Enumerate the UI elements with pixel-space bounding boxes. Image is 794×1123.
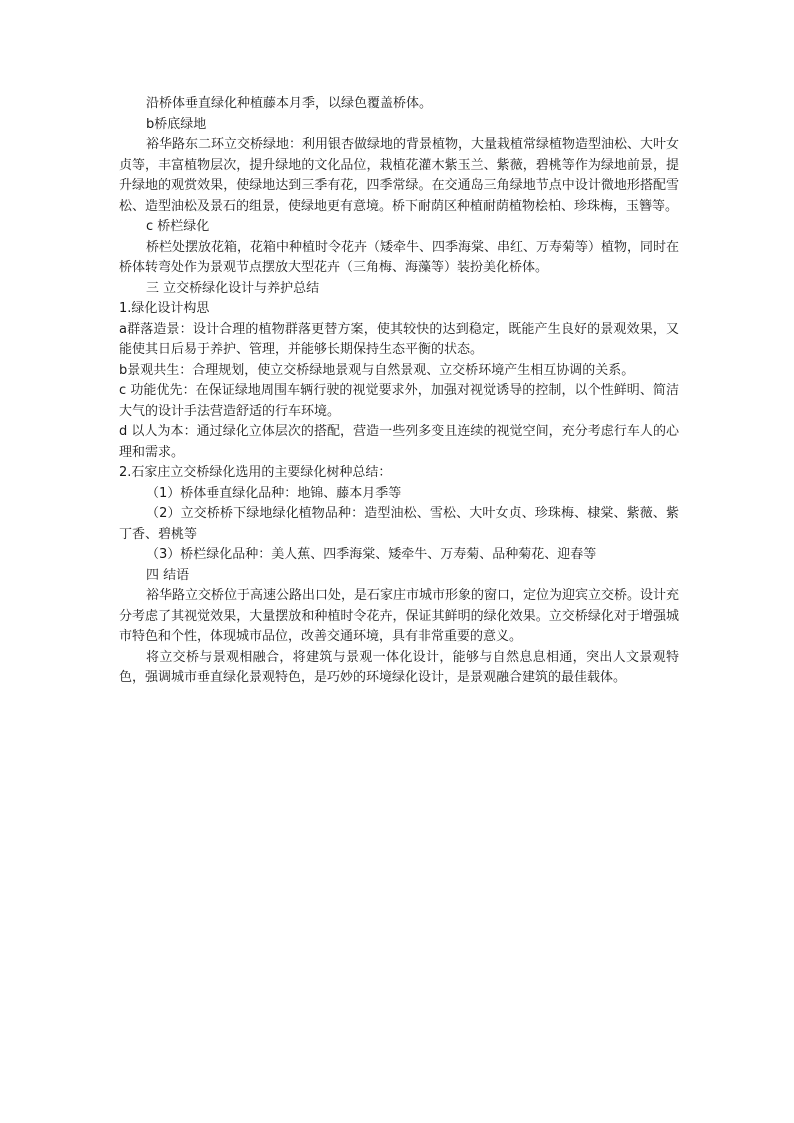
paragraph-conclusion-2: 将立交桥与景观相融合，将建筑与景观一体化设计，能够与自然息息相通，突出人文景观特色，强调城市垂直绿化景观特色，是巧妙的环境绿化设计，是景观融合建筑的最佳载体。: [119, 649, 679, 685]
list-item-railing-species: （3）桥栏绿化品种：美人蕉、四季海棠、矮牵牛、万寿菊、品种菊花、迎春等: [146, 547, 597, 562]
document-body: [119, 94, 679, 689]
paragraph-landscape-symbiosis: b景观共生：合理规划，使立交桥绿地景观与自然景观、立交桥环境产生相互协调的关系。: [119, 362, 635, 378]
paragraph-railing-flowers: 桥栏处摆放花箱，花箱中种植时令花卉（矮牵牛、四季海棠、串红、万寿菊等）植物，同时在桥体转弯处作为景观节点摆放大型花卉（三角梅、海藻等）装扮美化桥体。: [119, 239, 680, 275]
subheading-design-concept: 1.绿化设计构思: [119, 301, 210, 316]
list-item-vertical-species: （1）桥体垂直绿化品种：地锦、藤本月季等: [146, 485, 402, 501]
paragraph-vertical-greening: 沿桥体垂直绿化种植藤本月季，以绿色覆盖桥体。: [146, 96, 433, 111]
section-heading-4: 四 结语: [146, 567, 190, 583]
list-item-under-bridge-species: （2）立交桥桥下绿地绿化植物品种：造型油松、雪松、大叶女贞、珍珠梅、棣棠、紫薇、紫丁香、碧桃等: [119, 506, 679, 542]
paragraph-people-oriented: d 以人为本：通过绿化立体层次的搭配，营造一些列多变且连续的视觉空间，充分考虑行车人的心理和需求。: [119, 424, 679, 460]
paragraph-yuhua-road-greenbelt: 裕华路东二环立交桥绿地：利用银杏做绿地的背景植物，大量栽植常绿植物造型油松、大叶女贞等，丰富植物层次，提升绿地的文化品位，栽植花灌木紫玉兰、紫薇，碧桃等作为绿地前景，提升绿地的观赏效果，使绿地达到三季有花，四季常绿。在交通岛三角绿地节点中设计微地形搭配雪松、造型油松及景石的组景，使绿地更有意境。桥下耐荫区种植耐荫植物桧柏、珍珠梅，玉簪等。: [119, 137, 680, 214]
paragraph-function-priority: c 功能优先：在保证绿地周围车辆行驶的视觉要求外，加强对视觉诱导的控制，以个性鲜明、简洁大气的设计手法营造舒适的行车环境。: [119, 383, 679, 419]
subheading-bridge-bottom-green: b桥底绿地: [146, 116, 207, 132]
section-heading-3: 三 立交桥绿化设计与养护总结: [146, 280, 320, 296]
paragraph-conclusion-1: 裕华路立交桥位于高速公路出口处，是石家庄市城市形象的窗口，定位为迎宾立交桥。设计充分考虑了其视觉效果，大量摆放和种植时令花卉，保证其鲜明的绿化效果。立交桥绿化对于增强城市特色和个性，体现城市品位，改善交通环境，具有非常重要的意义。: [119, 588, 680, 644]
subheading-tree-species: 2.石家庄立交桥绿化选用的主要绿化树种总结：: [119, 465, 392, 480]
subheading-railing-greening: c 桥栏绿化: [146, 219, 210, 234]
paragraph-community-landscape: a群落造景：设计合理的植物群落更替方案，使其较快的达到稳定，既能产生良好的景观效果，又能使其日后易于养护、管理，并能够长期保持生态平衡的状态。: [119, 321, 679, 357]
